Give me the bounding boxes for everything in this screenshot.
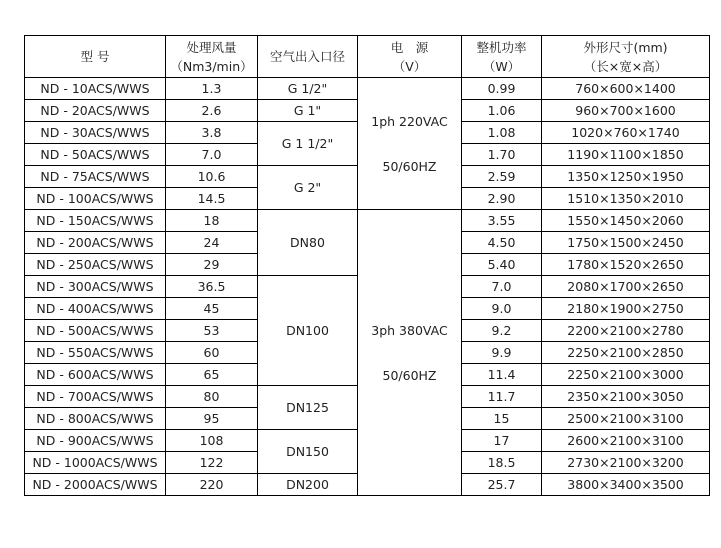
dimensions-cell: 960×700×1600 <box>542 100 710 122</box>
rated-power-cell: 4.50 <box>462 232 542 254</box>
model-cell: ND - 700ACS/WWS <box>25 386 166 408</box>
dimensions-cell: 2250×2100×2850 <box>542 342 710 364</box>
inlet-cell: G 1" <box>258 100 358 122</box>
rated-power-cell: 7.0 <box>462 276 542 298</box>
header-power: 电 源 （V） <box>358 36 462 78</box>
dimensions-cell: 2200×2100×2780 <box>542 320 710 342</box>
airflow-cell: 10.6 <box>166 166 258 188</box>
inlet-cell: G 1 1/2" <box>258 122 358 166</box>
rated-power-cell: 25.7 <box>462 474 542 496</box>
airflow-cell: 60 <box>166 342 258 364</box>
power-supply-cell <box>358 78 462 210</box>
rated-power-cell: 1.06 <box>462 100 542 122</box>
inlet-cell: DN150 <box>258 430 358 474</box>
header-model: 型 号 <box>25 36 166 78</box>
header-inlet: 空气出入口径 <box>258 36 358 78</box>
dimensions-cell: 1750×1500×2450 <box>542 232 710 254</box>
inlet-cell: DN200 <box>258 474 358 496</box>
dimensions-cell: 1190×1100×1850 <box>542 144 710 166</box>
airflow-cell: 45 <box>166 298 258 320</box>
airflow-cell: 53 <box>166 320 258 342</box>
rated-power-cell: 11.7 <box>462 386 542 408</box>
airflow-cell: 7.0 <box>166 144 258 166</box>
airflow-cell: 29 <box>166 254 258 276</box>
rated-power-cell: 11.4 <box>462 364 542 386</box>
rated-power-cell: 0.99 <box>462 78 542 100</box>
airflow-cell: 80 <box>166 386 258 408</box>
rated-power-cell: 2.90 <box>462 188 542 210</box>
rated-power-cell: 1.08 <box>462 122 542 144</box>
model-cell: ND - 550ACS/WWS <box>25 342 166 364</box>
dimensions-cell: 1550×1450×2060 <box>542 210 710 232</box>
airflow-cell: 122 <box>166 452 258 474</box>
model-cell: ND - 150ACS/WWS <box>25 210 166 232</box>
model-cell: ND - 500ACS/WWS <box>25 320 166 342</box>
inlet-cell: DN80 <box>258 210 358 276</box>
header-dimensions: 外形尺寸(mm) （长×宽×高） <box>542 36 710 78</box>
table-row <box>25 78 710 100</box>
rated-power-cell: 3.55 <box>462 210 542 232</box>
dimensions-cell: 3800×3400×3500 <box>542 474 710 496</box>
rated-power-cell: 2.59 <box>462 166 542 188</box>
header-row <box>25 36 710 78</box>
airflow-cell: 1.3 <box>166 78 258 100</box>
airflow-cell: 24 <box>166 232 258 254</box>
rated-power-cell: 18.5 <box>462 452 542 474</box>
model-cell: ND - 1000ACS/WWS <box>25 452 166 474</box>
header-rated-power: 整机功率 （W） <box>462 36 542 78</box>
rated-power-cell: 15 <box>462 408 542 430</box>
rated-power-cell: 5.40 <box>462 254 542 276</box>
model-cell: ND - 300ACS/WWS <box>25 276 166 298</box>
model-cell: ND - 30ACS/WWS <box>25 122 166 144</box>
airflow-cell: 108 <box>166 430 258 452</box>
model-cell: ND - 20ACS/WWS <box>25 100 166 122</box>
power-frequency: 50/60HZ <box>382 158 437 174</box>
airflow-cell: 65 <box>166 364 258 386</box>
rated-power-cell: 9.2 <box>462 320 542 342</box>
airflow-cell: 2.6 <box>166 100 258 122</box>
airflow-cell: 220 <box>166 474 258 496</box>
model-cell: ND - 200ACS/WWS <box>25 232 166 254</box>
power-supply-cell <box>358 210 462 496</box>
model-cell: ND - 50ACS/WWS <box>25 144 166 166</box>
dimensions-cell: 1350×1250×1950 <box>542 166 710 188</box>
dimensions-cell: 2600×2100×3100 <box>542 430 710 452</box>
rated-power-cell: 17 <box>462 430 542 452</box>
rated-power-cell: 9.9 <box>462 342 542 364</box>
airflow-cell: 95 <box>166 408 258 430</box>
dimensions-cell: 2350×2100×3050 <box>542 386 710 408</box>
inlet-cell: DN125 <box>258 386 358 430</box>
model-cell: ND - 10ACS/WWS <box>25 78 166 100</box>
power-phase: 1ph 220VAC <box>371 113 448 129</box>
model-cell: ND - 600ACS/WWS <box>25 364 166 386</box>
model-cell: ND - 400ACS/WWS <box>25 298 166 320</box>
model-cell: ND - 2000ACS/WWS <box>25 474 166 496</box>
inlet-cell: G 1/2" <box>258 78 358 100</box>
airflow-cell: 36.5 <box>166 276 258 298</box>
airflow-cell: 14.5 <box>166 188 258 210</box>
model-cell: ND - 900ACS/WWS <box>25 430 166 452</box>
model-cell: ND - 75ACS/WWS <box>25 166 166 188</box>
table-row <box>25 210 710 232</box>
airflow-cell: 3.8 <box>166 122 258 144</box>
dimensions-cell: 760×600×1400 <box>542 78 710 100</box>
spec-table <box>24 35 710 496</box>
dimensions-cell: 2250×2100×3000 <box>542 364 710 386</box>
rated-power-cell: 9.0 <box>462 298 542 320</box>
airflow-cell: 18 <box>166 210 258 232</box>
inlet-cell: DN100 <box>258 276 358 386</box>
model-cell: ND - 250ACS/WWS <box>25 254 166 276</box>
rated-power-cell: 1.70 <box>462 144 542 166</box>
power-frequency: 50/60HZ <box>382 367 437 383</box>
dimensions-cell: 2500×2100×3100 <box>542 408 710 430</box>
dimensions-cell: 1510×1350×2010 <box>542 188 710 210</box>
dimensions-cell: 2730×2100×3200 <box>542 452 710 474</box>
dimensions-cell: 2180×1900×2750 <box>542 298 710 320</box>
model-cell: ND - 800ACS/WWS <box>25 408 166 430</box>
dimensions-cell: 2080×1700×2650 <box>542 276 710 298</box>
model-cell: ND - 100ACS/WWS <box>25 188 166 210</box>
inlet-cell: G 2" <box>258 166 358 210</box>
header-airflow: 处理风量 （Nm3/min） <box>166 36 258 78</box>
dimensions-cell: 1020×760×1740 <box>542 122 710 144</box>
dimensions-cell: 1780×1520×2650 <box>542 254 710 276</box>
power-phase: 3ph 380VAC <box>371 322 448 338</box>
